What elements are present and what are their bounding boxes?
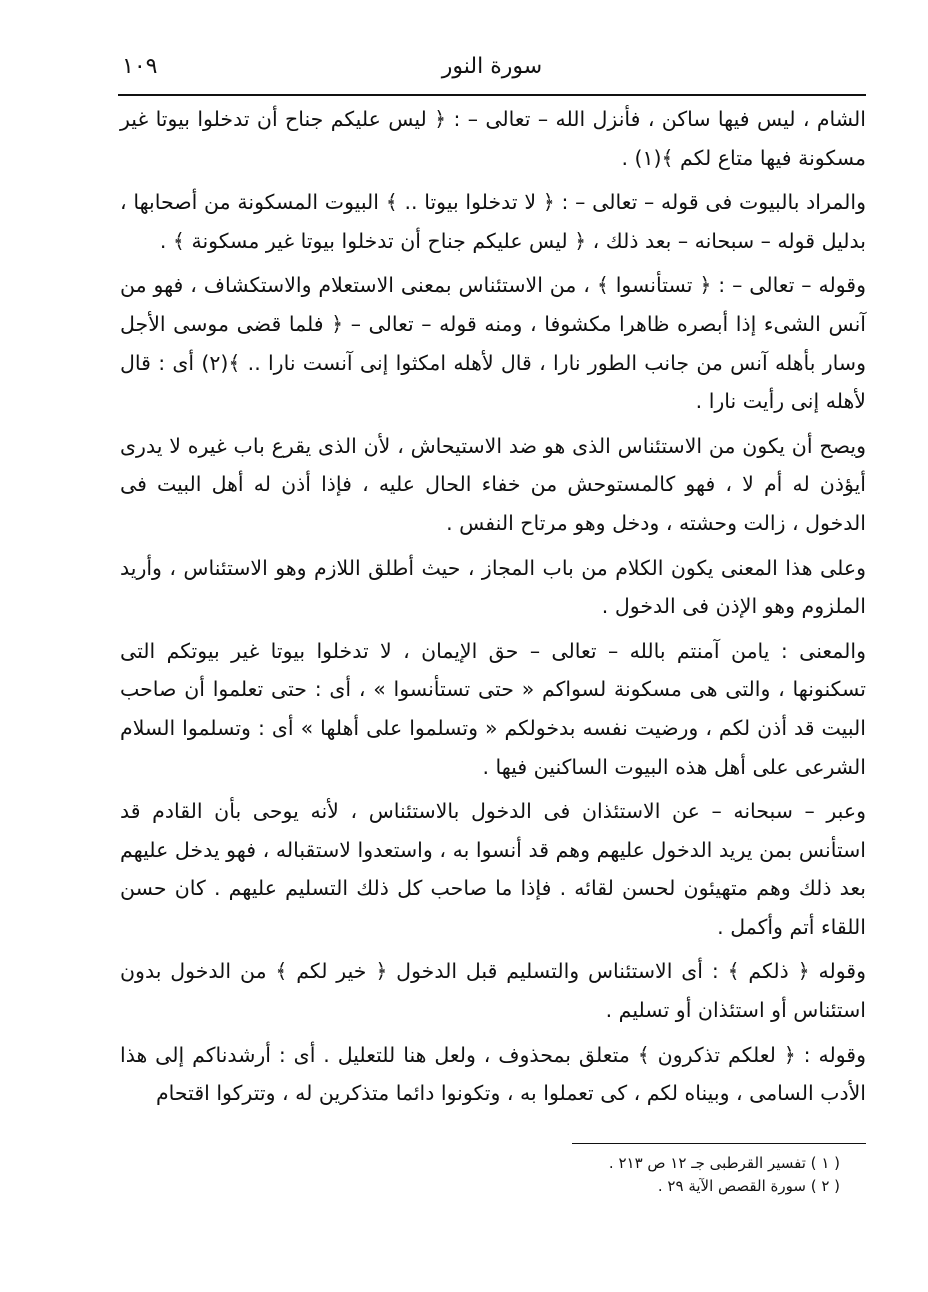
footnotes: [380, 1152, 840, 1198]
paragraph: والمراد بالبيوت فى قوله – تعالى – : ﴿ لا تدخلوا بيوتا .. ﴾ البيوت المسكونة من أصحابها ، بدليل قوله – سبحانه – بعد ذلك ، ﴿ ليس عليكم جناح أن تدخلوا بيوتا غير مسكونة ﴾ .: [120, 190, 866, 253]
paragraph: وعبر – سبحانه – عن الاستئذان فى الدخول بالاستئناس ، لأنه يوحى بأن القادم قد استأنس بمن يريد الدخول عليهم وهم قد أنسوا به ، واستعدوا لاستقباله ، فهو يدخل عليهم بعد ذلك وهم متهيئون لحسن لقائه . فإذا ما صاحب كل ذلك التسليم عليهم . كان حسن اللقاء أتم وأكمل .: [120, 799, 866, 939]
header-divider: [118, 94, 866, 96]
paragraph: وقوله : ﴿ لعلكم تذكرون ﴾ متعلق بمحذوف ، ولعل هنا للتعليل . أى : أرشدناكم إلى هذا الأدب السامى ، وبيناه لكم ، كى تعملوا به ، وتكونوا دائما متذكرين له ، وتتركوا اقتحام: [120, 1042, 866, 1106]
paragraph: الشام ، ليس فيها ساكن ، فأنزل الله – تعالى – : ﴿ ليس عليكم جناح أن تدخلوا بيوتا غير مسكونة فيها متاع لكم ﴾(١) .: [120, 107, 866, 170]
body-text: [120, 100, 866, 1119]
paragraph: وقوله ﴿ ذلكم ﴾ : أى الاستئناس والتسليم قبل الدخول ﴿ خير لكم ﴾ من الدخول بدون استئناس أو استئذان أو تسليم .: [120, 959, 866, 1023]
paragraph: والمعنى : يامن آمنتم بالله – تعالى – حق الإيمان ، لا تدخلوا بيوتا غير بيوتكم التى تسكنونها ، والتى هى مسكونة لسواكم « حتى تستأنسوا » ، أى : حتى تعلموا أن صاحب البيت قد أذن لكم ، ورضيت نفسه بدخولكم « وتسلموا على أهلها » أى : وتسلموا السلام الشرعى على أهل هذه البيوت الساكنين فيها .: [120, 638, 866, 779]
page-number: ١٠٩: [122, 54, 158, 79]
footnote: ( ١ ) تفسير القرطبى جـ ١٢ ص ٢١٣ .: [608, 1154, 840, 1172]
footnote-divider: [572, 1143, 866, 1144]
paragraph: وعلى هذا المعنى يكون الكلام من باب المجاز ، حيث أطلق اللازم وهو الاستئناس ، وأريد الملزوم وهو الإذن فى الدخول .: [120, 555, 866, 619]
paragraph: وقوله – تعالى – : ﴿ تستأنسوا ﴾ ، من الاستئناس بمعنى الاستعلام والاستكشاف ، فهو من آنس الشىء إذا أبصره ظاهرا مكشوفا ، ومنه قوله – تعالى – ﴿ فلما قضى موسى الأجل وسار بأهله آنس من جانب الطور نارا ، قال لأهله امكثوا إنى آنست نارا .. ﴾(٢) أى : قال لأهله إنى رأيت نارا .: [120, 273, 866, 414]
running-head: [118, 52, 866, 86]
footnote: ( ٢ ) سورة القصص الآية ٢٩ .: [657, 1177, 840, 1195]
paragraph: ويصح أن يكون من الاستئناس الذى هو ضد الاستيحاش ، لأن الذى يقرع باب غيره لا يدرى أيؤذن له أم لا ، فهو كالمستوحش من خفاء الحال عليه ، فإذا أذن له أهل البيت فى الدخول ، زالت وحشته ، ودخل وهو مرتاح النفس .: [120, 433, 866, 535]
surah-title: سورة النور: [441, 54, 543, 79]
